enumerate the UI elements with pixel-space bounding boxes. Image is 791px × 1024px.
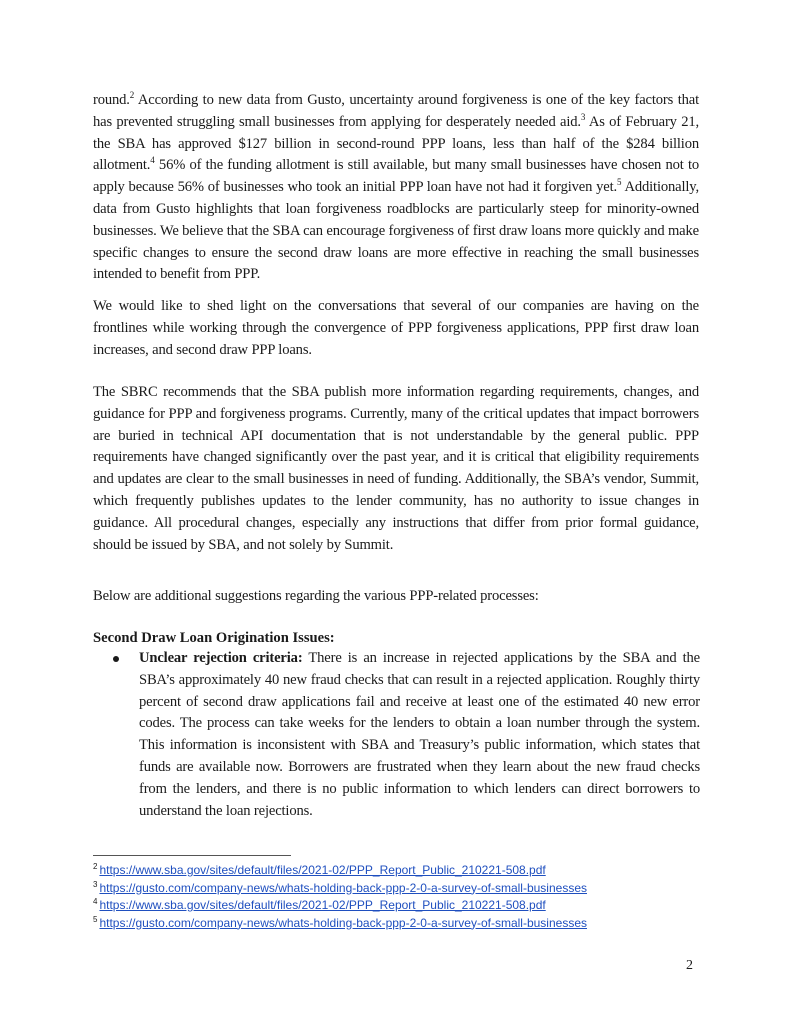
footnote-link[interactable]: https://gusto.com/company-news/whats-holding-back-ppp-2-0-a-survey-of-small-businesses xyxy=(99,915,587,930)
bullet-icon xyxy=(113,656,119,662)
text-run: 56% of the funding allotment is still available, but many small businesses have chosen not to apply because 56% of businesses who took an initial PPP loan have not had it forgiven yet. xyxy=(93,157,699,196)
footnotes xyxy=(93,862,713,932)
list-item xyxy=(113,648,700,822)
footnote-link[interactable]: https://gusto.com/company-news/whats-holding-back-ppp-2-0-a-survey-of-small-businesses xyxy=(99,880,587,895)
footnote-ref-5[interactable]: 5 xyxy=(617,177,622,188)
paragraph-sbrc-recommendation: The SBRC recommends that the SBA publish more information regarding requirements, changes, and guidance for PPP and forgiveness programs. Currently, many of the critical updates that impact borrowers are buried in technical API documentation that is not understandable by the general public. PPP requirements have changed significantly over the past year, and it is critical that eligibility requirements and updates are clear to the small businesses in need of funding. Additionally, the SBA’s vendor, Summit, which frequently publishes updates to the lender community, has no authority to issue changes in guidance. All procedural changes, especially any instructions that differ from prior formal guidance, should be issued by SBA, and not solely by Summit. xyxy=(93,384,699,553)
paragraph-suggestions-intro: Below are additional suggestions regarding the various PPP-related processes: xyxy=(93,588,539,604)
footnote-3 xyxy=(93,880,713,898)
bullet-text: There is an increase in rejected applications by the SBA and the SBA’s approximately 40 new fraud checks that can result in a rejected application. Roughly thirty percent of second draw applications fail and receive at least one of the estimated 40 new error codes. The process can take weeks for the lenders to obtain a loan number through the system. This information is inconsistent with SBA and Treasury’s public information, which states that funds are available now. Borrowers are frustrated when they learn about the new fraud checks from the lenders, and there is no public information to which lenders can direct borrowers to understand the loan rejections. xyxy=(139,650,700,819)
footnote-2 xyxy=(93,862,713,880)
footnote-divider xyxy=(93,855,291,856)
footnote-link[interactable]: https://www.sba.gov/sites/default/files/2021-02/PPP_Report_Public_210221-508.pdf xyxy=(99,863,546,877)
footnote-number: 5 xyxy=(93,914,98,924)
footnote-ref-3[interactable]: 3 xyxy=(580,111,586,122)
text-run: As of February 21, the SBA has approved $127 billion in second-round PPP loans, less than half of the $284 billion allotment. xyxy=(93,113,699,174)
paragraph-frontlines: We would like to shed light on the conversations that several of our companies are having on the frontlines while working through the convergence of PPP forgiveness applications, PPP first draw loan increases, and second draw PPP loans. xyxy=(93,298,699,358)
text-run: According to new data from Gusto, uncertainty around forgiveness is one of the key factors that has prevented struggling small businesses from applying for desperately needed aid. xyxy=(93,92,699,130)
footnote-ref-4[interactable]: 4 xyxy=(150,155,155,166)
bullet-label: Unclear rejection criteria: xyxy=(139,650,303,666)
footnote-number: 2 xyxy=(93,862,98,871)
page-number: 2 xyxy=(686,958,693,973)
footnote-number: 4 xyxy=(93,897,98,906)
footnote-number: 3 xyxy=(93,879,98,889)
footnote-4 xyxy=(93,897,713,915)
bullet-list xyxy=(113,648,700,822)
text-run: Additionally, data from Gusto highlights that loan forgiveness roadblocks are particularly steep for minority-owned businesses. We believe that the SBA can encourage forgiveness of first draw loans more quickly and make specific changes to ensure the second draw loans are more effective in reaching the small businesses intended to benefit from PPP. xyxy=(93,179,699,283)
footnote-ref-2[interactable]: 2 xyxy=(129,90,135,101)
footnote-5 xyxy=(93,915,713,933)
footnote-link[interactable]: https://www.sba.gov/sites/default/files/2021-02/PPP_Report_Public_210221-508.pdf xyxy=(99,898,546,912)
section-heading: Second Draw Loan Origination Issues: xyxy=(93,630,335,646)
text-run: round. xyxy=(93,92,130,108)
paragraph-forgiveness-data xyxy=(93,90,699,286)
